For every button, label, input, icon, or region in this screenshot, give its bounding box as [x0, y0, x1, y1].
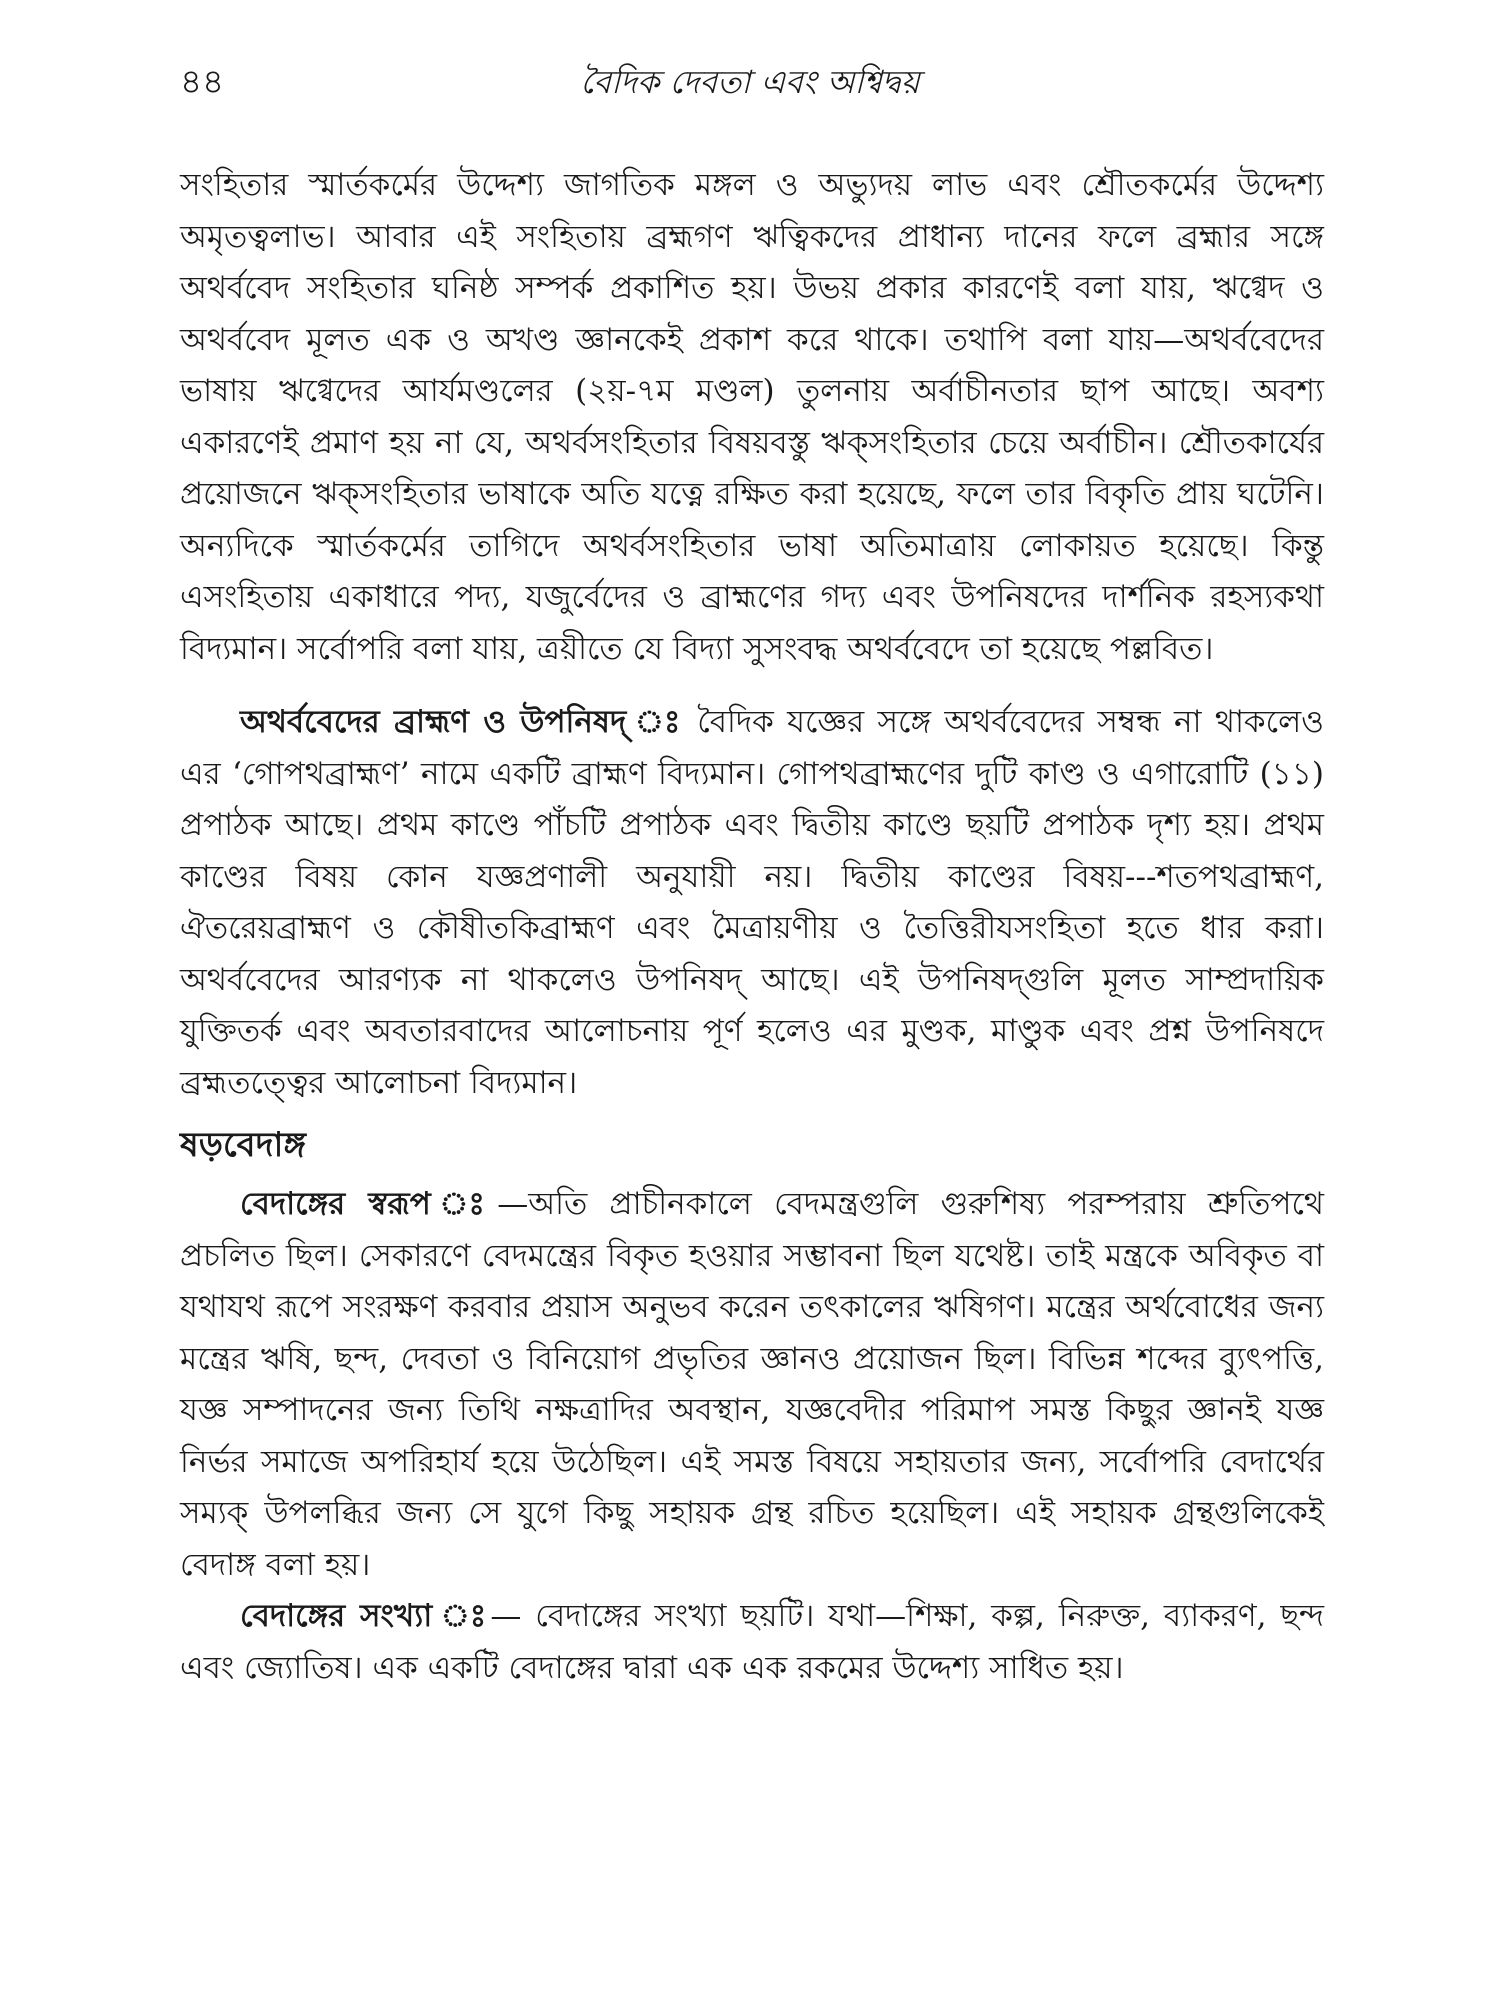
paragraph-text: সংহিতার স্মার্তকর্মের উদ্দেশ্য জাগতিক মঙ্গল ও অভ্যুদয় লাভ এবং শ্রৌতকর্মের উদ্দেশ্য অমৃতত্বলাভ। আবার এই সংহিতায় ব্রহ্মগণ ঋত্বিকদের প্রাধান্য দানের ফলে ব্রহ্মার সঙ্গে অথর্ববেদ সংহিতার ঘনিষ্ঠ সম্পর্ক প্রকাশিত হয়। উভয় প্রকার কারণেই বলা যায়, ঋগ্বেদ ও অথর্ববেদ মূলত এক ও অখণ্ড জ্ঞানকেই প্রকাশ করে থাকে। তথাপি বলা যায়—অথর্ববেদের ভাষায় ঋগ্বেদের আর্যমণ্ডলের (২য়-৭ম মণ্ডল) তুলনায় অর্বাচীনতার ছাপ আছে। অবশ্য একারণেই প্রমাণ হয় না যে, অথর্বসংহিতার বিষয়বস্তু ঋক্‌সংহিতার চেয়ে অর্বাচীন। শ্রৌতকার্যের প্রয়োজনে ঋক্‌সংহিতার ভাষাকে অতি যত্নে রক্ষিত করা হয়েছে, ফলে তার বিকৃতি প্রায় ঘটেনি। অন্যদিকে স্মার্তকর্মের তাগিদে অথর্বসংহিতার ভাষা অতিমাত্রায় লোকায়ত হয়েছে। কিন্তু এসংহিতায় একাধারে পদ্য, যজুর্বেদের ও ব্রাহ্মণের গদ্য এবং উপনিষদের দার্শনিক রহস্যকথা বিদ্যমান। সর্বোপরি বলা যায়, ত্রয়ীতে যে বিদ্যা সুসংবদ্ধ অথর্ববেদে তা হয়েছে পল্লবিত।: [180, 167, 1324, 667]
paragraph-samhita: [180, 160, 1324, 675]
page-header: [180, 52, 1320, 112]
paragraph-brahmana-upanishad: [180, 697, 1324, 1109]
paragraph-vedanga-count: [180, 1591, 1324, 1694]
page-number: ৪৪: [180, 62, 225, 102]
paragraph-lead: বেদাঙ্গের স্বরূপ ঃ: [240, 1186, 498, 1222]
paragraph-text: — বেদাঙ্গের সংখ্যা ছয়টি। যথা—শিক্ষা, কল্প, নিরুক্ত, ব্যাকরণ, ছন্দ এবং জ্যোতিষ। এক একটি বেদাঙ্গের দ্বারা এক এক রকমের উদ্দেশ্য সাধিত হয়।: [180, 1598, 1324, 1686]
running-title: বৈদিক দেবতা এবং অশ্বিদ্বয়: [580, 63, 920, 101]
paragraph-text: বৈদিক যজ্ঞের সঙ্গে অথর্ববেদের সম্বন্ধ না থাকলেও এর ‘গোপথব্রাহ্মণ’ নামে একটি ব্রাহ্মণ বিদ্যমান। গোপথব্রাহ্মণের দুটি কাণ্ড ও এগারোটি (১১) প্রপাঠক আছে। প্রথম কাণ্ডে পাঁচটি প্রপাঠক এবং দ্বিতীয় কাণ্ডে ছয়টি প্রপাঠক দৃশ্য হয়। প্রথম কাণ্ডের বিষয় কোন যজ্ঞপ্রণালী অনুযায়ী নয়। দ্বিতীয় কাণ্ডের বিষয়---শতপথব্রাহ্মণ, ঐতরেয়ব্রাহ্মণ ও কৌষীতকিব্রাহ্মণ এবং মৈত্রায়ণীয় ও তৈত্তিরীযসংহিতা হতে ধার করা। অথর্ববেদের আরণ্যক না থাকলেও উপনিষদ্ আছে। এই উপনিষদ্‌গুলি মূলত সাম্প্রদায়িক যুক্তিতর্ক এবং অবতারবাদের আলোচনায় পূর্ণ হলেও এর মুণ্ডক, মাণ্ডুক এবং প্রশ্ন উপনিষদে ব্রহ্মতত্ত্বের আলোচনা বিদ্যমান।: [180, 704, 1324, 1101]
page-body: [180, 160, 1324, 1694]
section-heading: ষড়বেদাঙ্গ: [180, 1125, 306, 1165]
paragraph-lead: অথর্ববেদের ব্রাহ্মণ ও উপনিষদ্ ঃ: [240, 704, 684, 740]
paragraph-vedanga-nature: [180, 1179, 1324, 1591]
paragraph-text: —অতি প্রাচীনকালে বেদমন্ত্রগুলি গুরুশিষ্য পরম্পরায় শ্রুতিপথে প্রচলিত ছিল। সেকারণে বেদমন্ত্রের বিকৃত হওয়ার সম্ভাবনা ছিল যথেষ্ট। তাই মন্ত্রকে অবিকৃত বা যথাযথ রূপে সংরক্ষণ করবার প্রয়াস অনুভব করেন তৎকালের ঋষিগণ। মন্ত্রের অর্থবোধের জন্য মন্ত্রের ঋষি, ছন্দ, দেবতা ও বিনিয়োগ প্রভৃতির জ্ঞানও প্রয়োজন ছিল। বিভিন্ন শব্দের ব্যুৎপত্তি, যজ্ঞ সম্পাদনের জন্য তিথি নক্ষত্রাদির অবস্থান, যজ্ঞবেদীর পরিমাপ সমস্ত কিছুর জ্ঞানই যজ্ঞ নির্ভর সমাজে অপরিহার্য হয়ে উঠেছিল। এই সমস্ত বিষয়ে সহায়তার জন্য, সর্বোপরি বেদার্থের সম্যক্ উপলব্ধির জন্য সে যুগে কিছু সহায়ক গ্রন্থ রচিত হয়েছিল। এই সহায়ক গ্রন্থগুলিকেই বেদাঙ্গ বলা হয়।: [180, 1186, 1324, 1583]
paragraph-lead: বেদাঙ্গের সংখ্যা ঃ: [240, 1598, 491, 1634]
